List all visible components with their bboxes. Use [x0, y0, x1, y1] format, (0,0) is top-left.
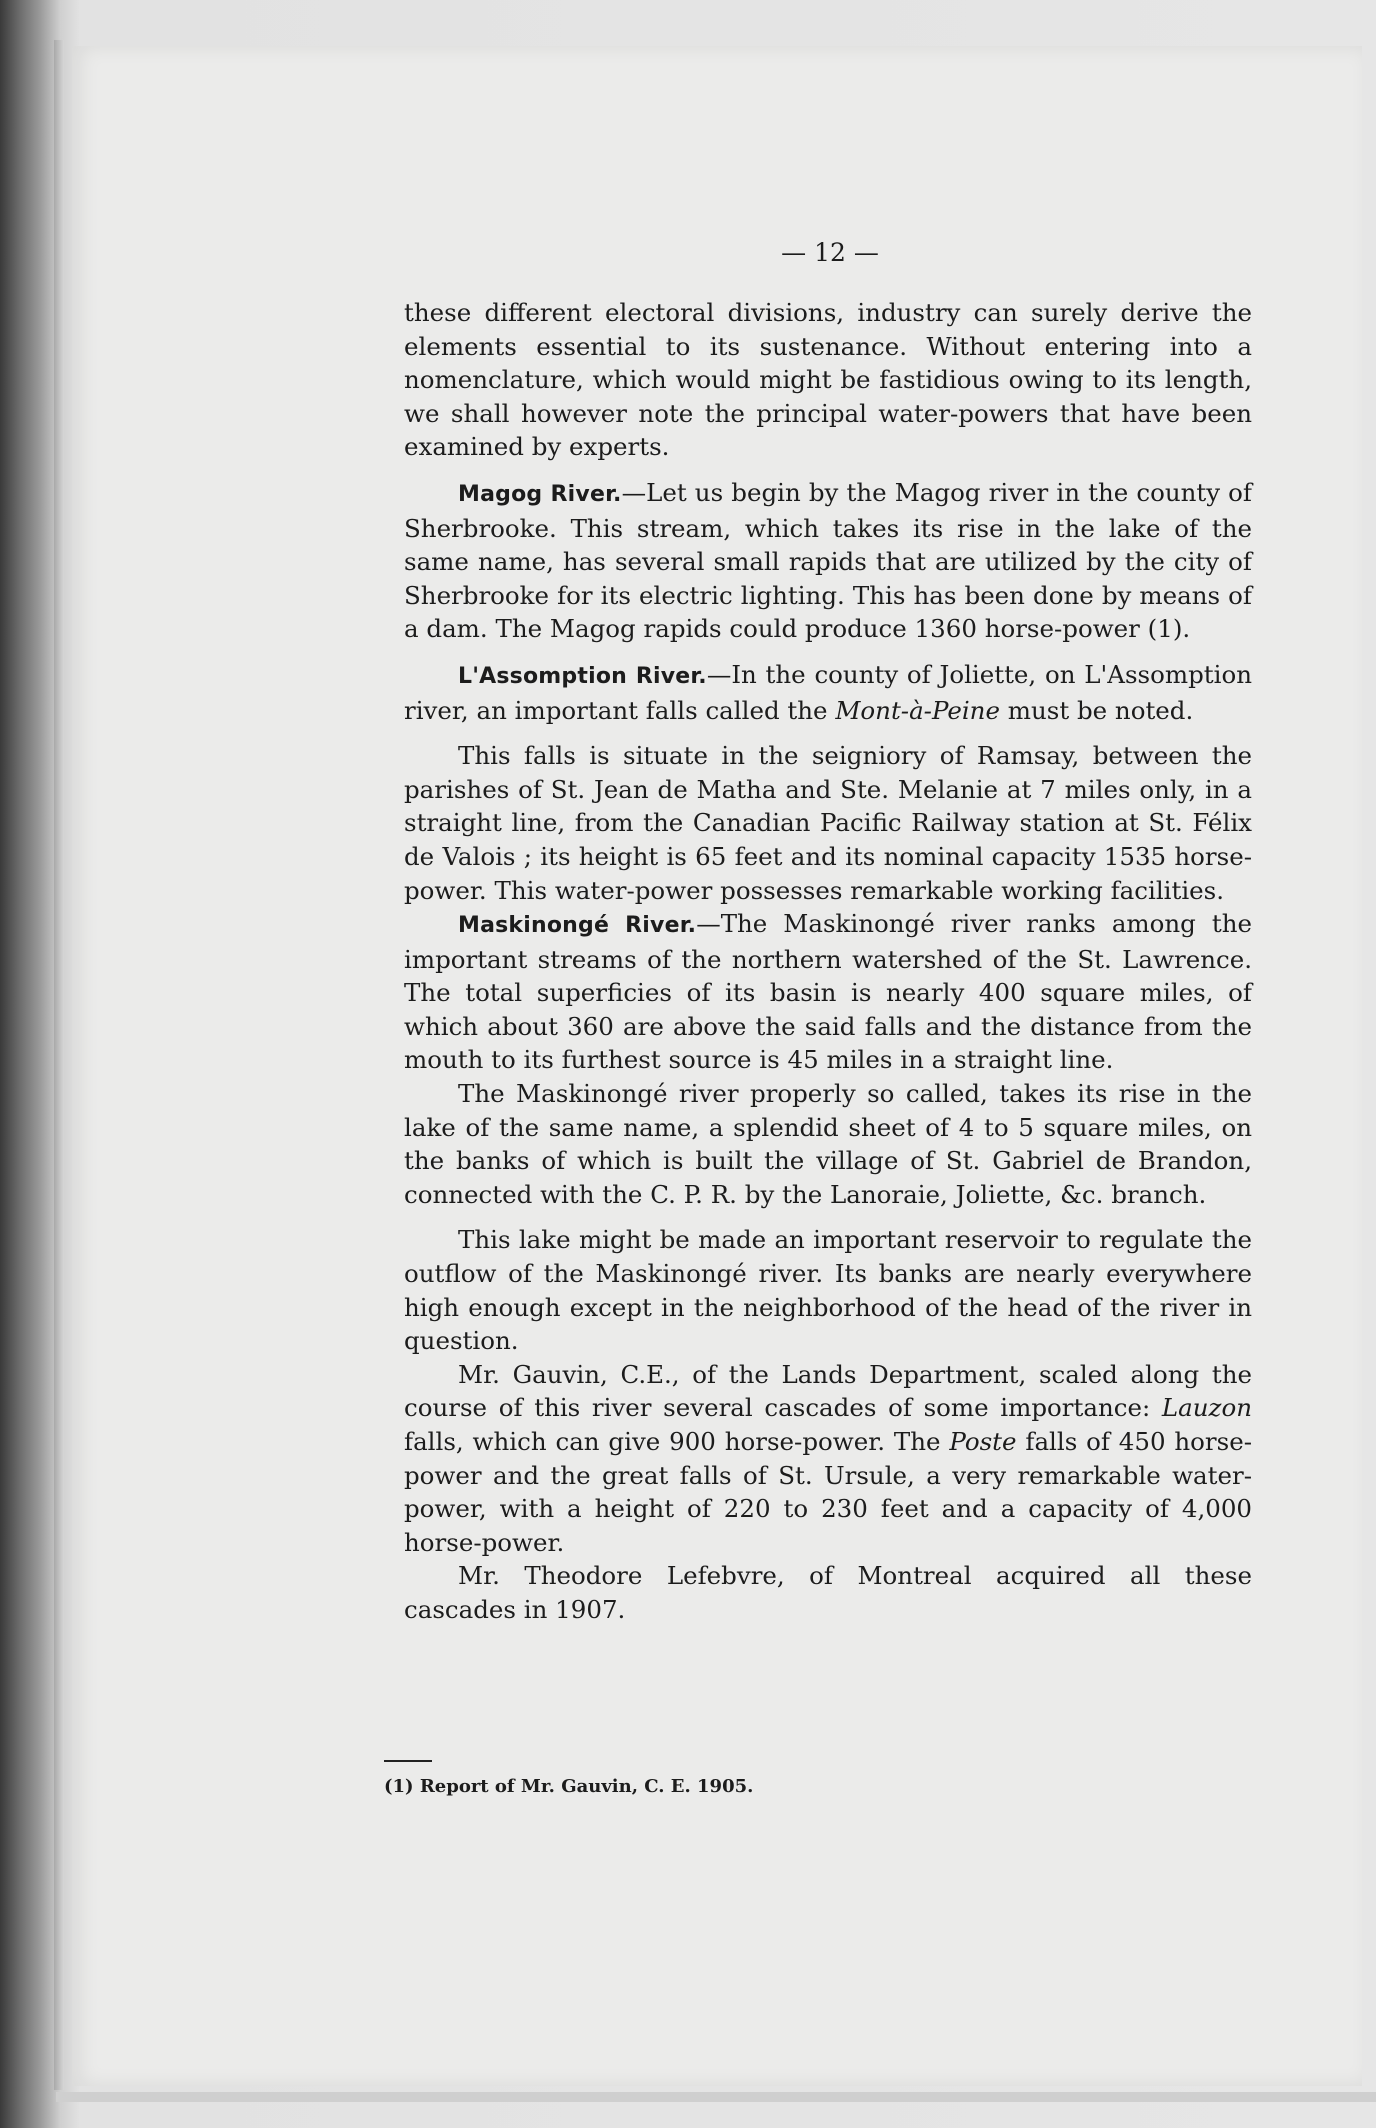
paragraph-maskinonge-lake: The Maskinongé river properly so called, takes its rise in the lake of the same name, a splendid sheet of 4 to 5 square miles, on the banks of which is built the village of St. Gabriel de Brandon, connected with the C. P. R. by the Lanoraie, Joliette, &c. branch. — [404, 1079, 1252, 1209]
page-body — [404, 296, 1252, 1627]
paragraph-assomption-text: —In the county of Joliette, on L'Assomption river, an important falls called the — [404, 659, 1252, 725]
paragraph-assomption — [404, 658, 1252, 727]
footnote: (1) Report of Mr. Gauvin, C. E. 1905. — [384, 1776, 754, 1797]
paragraph-assomption-tail: must be noted. — [999, 695, 1194, 725]
paragraph-intro: these different electoral divisions, industry can surely derive the elements essential to its sustenance. Without entering into a nomenclature, which would might be fastidious owing to its length, we shall however note the principal water-powers that have been examined by experts. — [404, 298, 1252, 462]
paragraph-cascades-c: falls of 450 horse-power and the great falls of St. Ursule, a very remarkable water-power, with a height of 220 to 230 feet and a capacity of 4,000 horse-power. — [404, 1427, 1252, 1557]
paragraph-cascades-b: falls, which can give 900 horse-power. The — [404, 1427, 950, 1456]
page-edge-left — [54, 40, 64, 2090]
paragraph-cascades — [404, 1358, 1252, 1560]
falls-name-poste: Poste — [949, 1427, 1017, 1456]
falls-name-mont-a-peine: Mont-à-Peine — [835, 695, 1000, 725]
section-heading-assomption: L'Assomption River. — [458, 663, 707, 689]
paragraph-maskinonge — [404, 907, 1252, 1077]
section-heading-magog: Magog River. — [458, 481, 622, 507]
paragraph-falls-location: This falls is situate in the seigniory of Ramsay, between the parishes of St. Jean de Matha and Ste. Melanie at 7 miles only, in a straight line, from the Canadian Pacific Railway station at St. Félix de Valois ; its height is 65 feet and its nominal capacity 1535 horse-power. This water-power possesses remarkable working facilities. — [404, 741, 1252, 905]
falls-name-lauzon: Lauzon — [1161, 1393, 1252, 1423]
paragraph-reservoir: This lake might be made an important reservoir to regulate the outflow of the Maskinongé river. Its banks are nearly everywhere high enough except in the neighborhood of the head of the river in question. — [404, 1225, 1252, 1356]
paragraph-maskinonge-text: —The Maskinongé river ranks among the important streams of the northern watershed of the St. Lawrence. The total superficies of its basin is nearly 400 square miles, of which about 360 are above the said falls and the distance from the mouth to its furthest source is 45 miles in a straight line. — [404, 909, 1252, 1075]
paragraph-cascades-a: Mr. Gauvin, C.E., of the Lands Department, scaled along the course of this river several cascades of some importance: — [404, 1359, 1252, 1423]
page-edge-bottom — [56, 2092, 1376, 2102]
section-heading-maskinonge: Maskinongé River. — [458, 913, 697, 939]
page-number: — 12 — — [781, 238, 879, 267]
footnote-rule — [384, 1760, 432, 1762]
paragraph-magog — [404, 476, 1252, 646]
paragraph-lefebvre: Mr. Theodore Lefebvre, of Montreal acquired all these cascades in 1907. — [404, 1561, 1252, 1624]
paragraph-magog-text: —Let us begin by the Magog river in the county of Sherbrooke. This stream, which takes its rise in the lake of the same name, has several small rapids that are utilized by the city of Sherbrooke for its electric lighting. This has been done by means of a dam. The Magog rapids could produce 1360 horse-power (1). — [404, 477, 1252, 644]
